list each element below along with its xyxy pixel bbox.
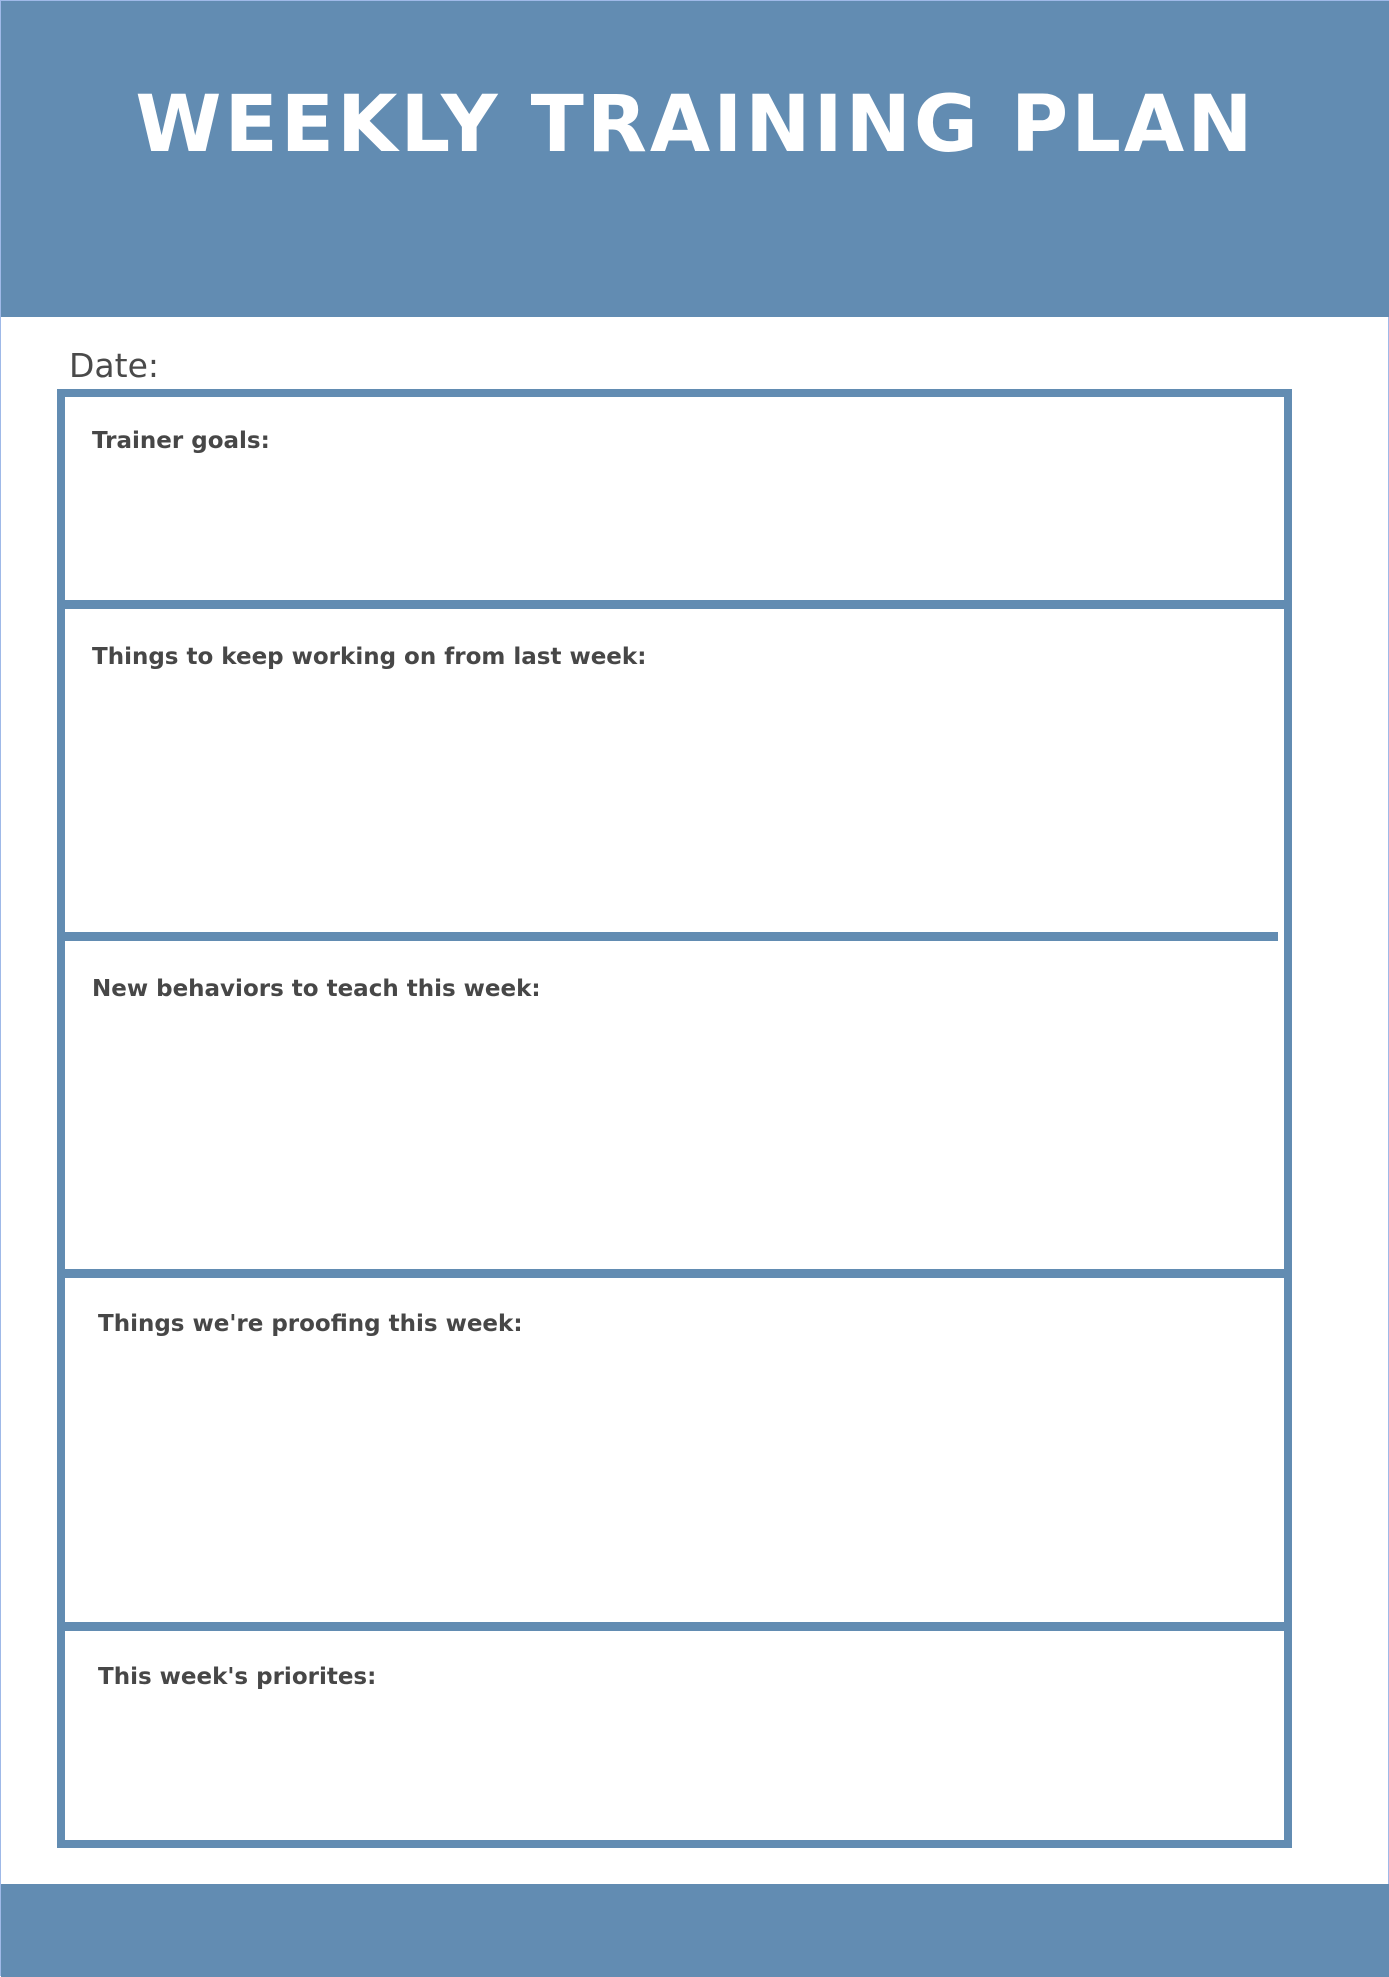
section-divider: [65, 1269, 1284, 1278]
section-label-new-behaviors: New behaviors to teach this week:: [92, 976, 541, 1002]
section-label-priorities: This week's priorites:: [98, 1664, 377, 1690]
date-label: Date:: [69, 346, 159, 385]
section-divider: [65, 600, 1284, 609]
section-label-keep-working: Things to keep working on from last week:: [92, 644, 647, 670]
section-divider: [65, 932, 1278, 941]
section-divider: [65, 1622, 1284, 1631]
page-title: WEEKLY TRAINING PLAN: [135, 80, 1256, 170]
section-label-trainer-goals: Trainer goals:: [92, 428, 270, 454]
header-banner: [1, 1, 1389, 317]
footer-banner: [1, 1884, 1389, 1977]
section-label-proofing: Things we're proofing this week:: [98, 1311, 523, 1337]
